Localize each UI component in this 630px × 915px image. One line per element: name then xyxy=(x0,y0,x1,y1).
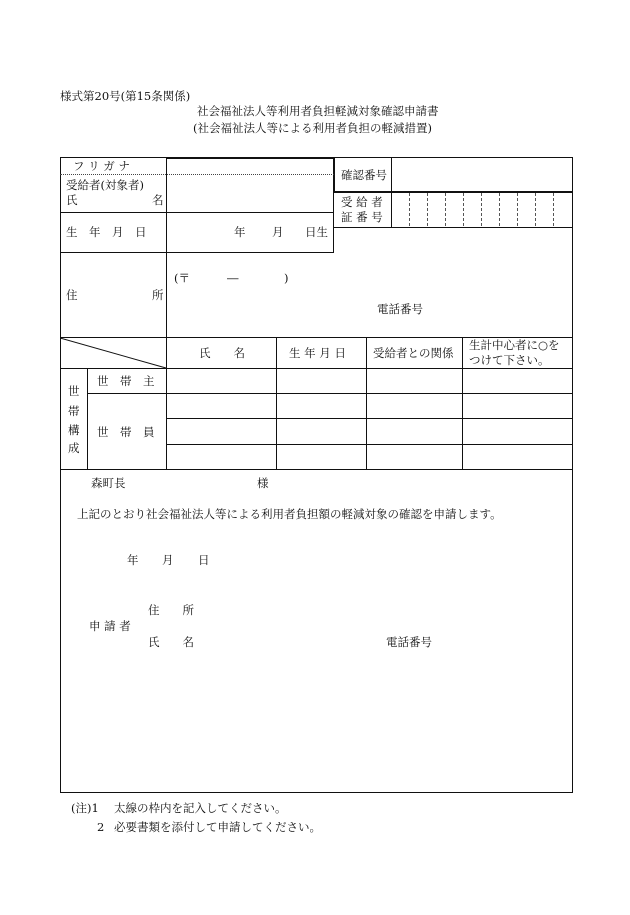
household-side-label-2: 帯 xyxy=(68,404,80,418)
furigana-label: フ リ ガ ナ xyxy=(73,159,130,173)
household-member1-breadwinner-input[interactable] xyxy=(464,395,570,417)
household-col-breadwinner-2: つけて下さい。 xyxy=(469,353,550,367)
confirmation-number-label: 確認番号 xyxy=(341,168,387,182)
form-number: 様式第20号(第15条関係) xyxy=(60,89,191,103)
application-date-input[interactable] xyxy=(92,548,222,572)
applicant-label: 申 請 者 xyxy=(89,619,131,633)
postal-prefix: (〒 xyxy=(174,271,190,285)
recipient-name-label-b: 名 xyxy=(152,193,164,207)
household-head-relation-input[interactable] xyxy=(368,370,460,392)
household-side-label-4: 成 xyxy=(68,441,80,455)
applicant-name-label: 氏 名 xyxy=(148,635,194,649)
recipient-cert-label-2: 証 番 号 xyxy=(341,210,383,224)
household-member3-relation-input[interactable] xyxy=(368,446,460,468)
household-member3-birth-input[interactable] xyxy=(278,446,364,468)
postal-dash: ― xyxy=(227,271,239,285)
household-col-breadwinner-1: 生計中心者に○を xyxy=(469,338,560,352)
birth-date-input[interactable] xyxy=(168,214,332,250)
household-head-label: 世 帯 主 xyxy=(97,374,155,388)
address-input[interactable] xyxy=(168,255,570,335)
application-date-year: 年 xyxy=(127,553,139,567)
applicant-address-input[interactable] xyxy=(214,600,564,622)
household-member3-breadwinner-input[interactable] xyxy=(464,446,570,468)
birth-day-label: 日生 xyxy=(305,225,328,239)
postal-close: ) xyxy=(284,271,289,285)
applicant-name-input[interactable] xyxy=(214,632,374,654)
household-head-name-input[interactable] xyxy=(168,370,274,392)
household-member-label: 世 帯 員 xyxy=(97,425,155,439)
address-label-a: 住 xyxy=(66,288,78,302)
form-subtitle: (社会福祉法人等による利用者負担の軽減措置) xyxy=(193,121,432,135)
applicant-address-label: 住 所 xyxy=(148,603,194,617)
household-member1-relation-input[interactable] xyxy=(368,395,460,417)
application-date-day: 日 xyxy=(198,553,210,567)
applicant-phone-label: 電話番号 xyxy=(386,635,432,649)
form-title: 社会福祉法人等利用者負担軽減対象確認申請書 xyxy=(197,104,439,118)
birth-year-label: 年 xyxy=(234,225,246,239)
note-1: 太線の枠内を記入してください。 xyxy=(114,801,287,815)
household-member1-birth-input[interactable] xyxy=(278,395,364,417)
honorific: 様 xyxy=(257,476,269,490)
notes-prefix: (注)1 xyxy=(71,801,99,815)
application-date-month: 月 xyxy=(162,553,174,567)
household-member3-name-input[interactable] xyxy=(168,446,274,468)
recipient-cert-number-input[interactable] xyxy=(393,194,570,225)
household-col-relation: 受給者との関係 xyxy=(373,346,454,360)
household-side-label-3: 構 xyxy=(68,423,80,437)
household-member2-name-input[interactable] xyxy=(168,420,274,442)
household-col-name: 氏 名 xyxy=(199,346,245,360)
household-member1-name-input[interactable] xyxy=(168,395,274,417)
recipient-label: 受給者(対象者) xyxy=(66,178,144,192)
birth-month-label: 月 xyxy=(272,225,284,239)
recipient-cert-label-1: 受 給 者 xyxy=(341,195,383,209)
household-head-birth-input[interactable] xyxy=(278,370,364,392)
note-2-number: 2 xyxy=(97,820,105,834)
declaration-statement: 上記のとおり社会福祉法人等による利用者負担額の軽減対象の確認を申請します。 xyxy=(77,507,502,521)
confirmation-number-input[interactable] xyxy=(393,160,570,189)
household-member2-relation-input[interactable] xyxy=(368,420,460,442)
address-phone-label: 電話番号 xyxy=(377,302,423,316)
household-head-breadwinner-input[interactable] xyxy=(464,370,570,392)
recipient-name-input[interactable] xyxy=(168,176,332,210)
household-member2-breadwinner-input[interactable] xyxy=(464,420,570,442)
note-2: 必要書類を添付して申請してください。 xyxy=(114,820,321,834)
address-label-b: 所 xyxy=(152,288,164,302)
birth-date-label: 生 年 月 日 xyxy=(66,225,147,239)
applicant-phone-input[interactable] xyxy=(442,632,567,654)
household-col-birth: 生 年 月 日 xyxy=(289,346,346,360)
household-side-label-1: 世 xyxy=(68,384,80,398)
furigana-input[interactable] xyxy=(168,159,332,174)
household-member2-birth-input[interactable] xyxy=(278,420,364,442)
addressee: 森町長 xyxy=(91,476,126,490)
recipient-name-label-a: 氏 xyxy=(66,193,78,207)
diagonal-header-cell xyxy=(60,337,167,369)
